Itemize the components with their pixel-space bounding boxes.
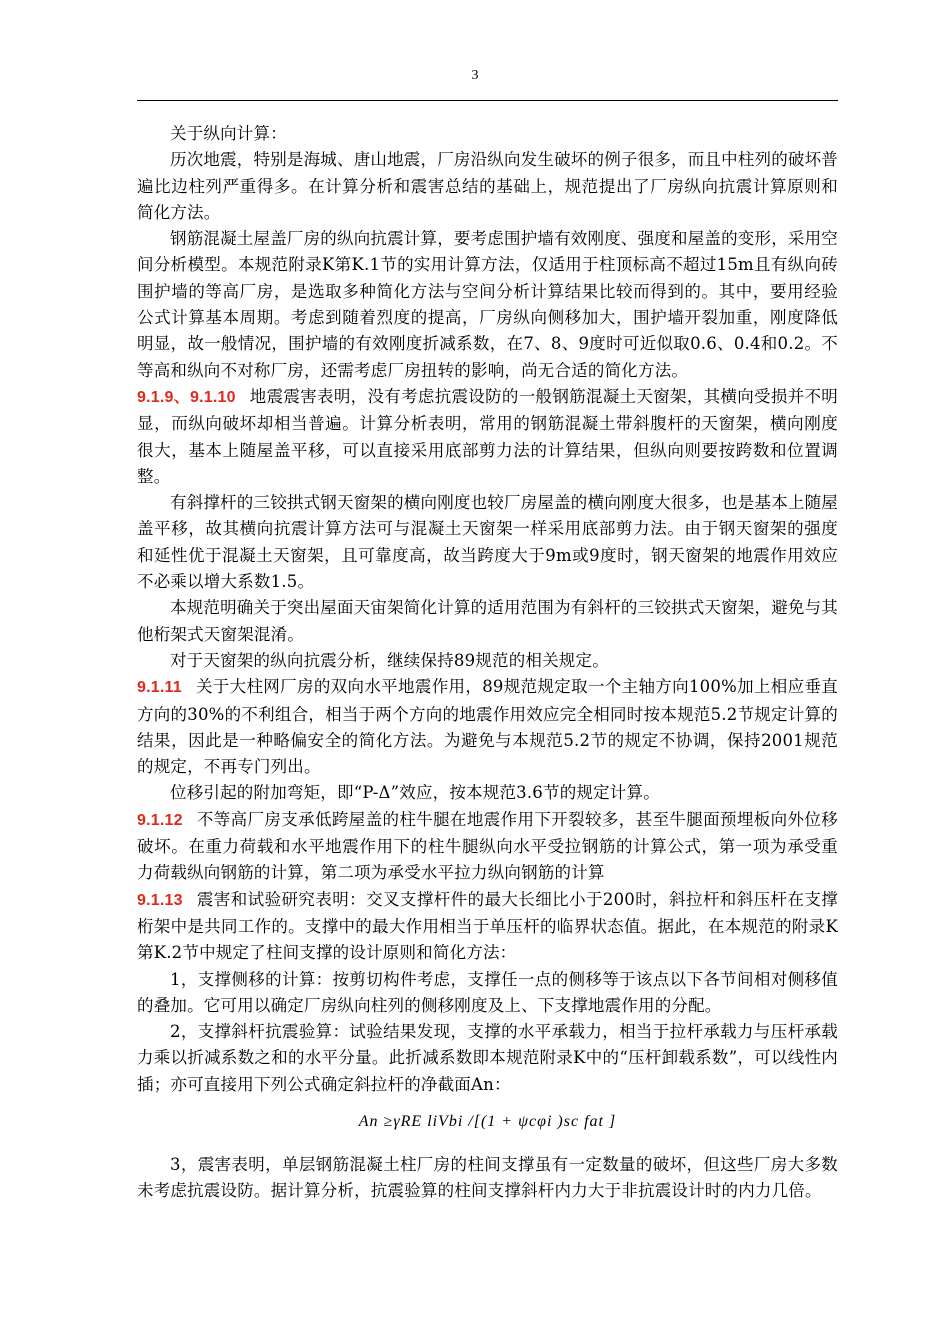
paragraph-text: 不等高厂房支承低跨屋盖的柱牛腿在地震作用下开裂较多，甚至牛腿面预埋板向外位移破坏。在重力荷载和水平地震作用下的柱牛腿纵向水平受拉钢筋的计算公式，第一项为承受重力荷载纵向钢筋的计算，第二项为承受水平拉力纵向钢筋的计算: [137, 809, 838, 883]
document-body: [137, 121, 838, 1205]
paragraph-text: 地震震害表明，没有考虑抗震设防的一般钢筋混凝土天窗架，其横向受损并不明显，而纵向破坏却相当普遍。计算分析表明，常用的钢筋混凝土带斜腹杆的天窗架，横向刚度很大，基本上随屋盖平移，可以直接采用底部剪力法的计算结果，但纵向则要按跨数和位置调整。: [137, 386, 838, 486]
paragraph: 关于纵向计算：: [170, 124, 287, 143]
formula: An ≥γRE liVbi /[(1 + ψcφi )sc fat ]: [358, 1112, 617, 1130]
section-paragraph: [137, 674, 838, 780]
paragraph: 有斜撑杆的三铰拱式钢天窗架的横向刚度也较厂房屋盖的横向刚度大很多，也是基本上随屋盖平移，故其横向抗震计算方法可与混凝土天窗架一样采用底部剪力法。由于钢天窗架的强度和延性优于混凝土天窗架，且可靠度高，故当跨度大于9m或9度时，钢天窗架的地震作用效应不必乘以增大系数1.5。: [137, 493, 838, 592]
section-paragraph: [137, 384, 838, 490]
paragraph: 3，震害表明，单层钢筋混凝土柱厂房的柱间支撑虽有一定数量的破坏，但这些厂房大多数未考虑抗震设防。据计算分析，抗震验算的柱间支撑斜杆内力大于非抗震设计时的内力几倍。: [137, 1154, 838, 1201]
section-paragraph: [137, 887, 838, 967]
section-paragraph: [137, 807, 838, 887]
section-number: 9.1.13: [137, 891, 183, 909]
header-rule: [137, 100, 838, 101]
section-number: 9.1.9、9.1.10: [137, 388, 236, 406]
paragraph: 位移引起的附加弯矩，即“P-Δ”效应，按本规范3.6节的规定计算。: [170, 783, 660, 803]
paragraph: 对于天窗架的纵向抗震分析，继续保持89规范的相关规定。: [170, 650, 609, 670]
paragraph: 本规范明确关于突出屋面天宙架简化计算的适用范围为有斜杆的三铰拱式天窗架，避免与其他桁架式天窗架混淆。: [137, 598, 838, 644]
page-number: 3: [471, 68, 479, 83]
paragraph: 2，支撑斜杆抗震验算：试验结果发现，支撑的水平承载力，相当于拉杆承载力与压杆承载力乘以折减系数之和的水平分量。此折减系数即本规范附录K中的“压杆卸载系数”，可以线性内插；亦可直接用下列公式确定斜拉杆的净截面An：: [137, 1022, 838, 1094]
paragraph-text: 震害和试验研究表明：交叉支撑杆件的最大长细比小于200时，斜拉杆和斜压杆在支撑桁架中是共同工作的。支撑中的最大作用相当于单压杆的临界状态值。据此，在本规范的附录K第K.2节中规定了柱间支撑的设计原则和简化方法：: [137, 889, 838, 963]
paragraph-text: 关于大柱网厂房的双向水平地震作用，89规范规定取一个主轴方向100%加上相应垂直方向的30%的不利组合，相当于两个方向的地震作用效应完全相同时按本规范5.2节规定计算的结果，因此是一种略偏安全的简化方法。为避免与本规范5.2节的规定不协调，保持2001规范的规定，不再专门列出。: [137, 677, 838, 777]
paragraph: 钢筋混凝土屋盖厂房的纵向抗震计算，要考虑围护墙有效刚度、强度和屋盖的变形，采用空间分析模型。本规范附录K第K.1节的实用计算方法，仅适用于柱顶标高不超过15m且有纵向砖围护墙的等高厂房，是选取多种简化方法与空间分析计算结果比较而得到的。其中，要用经验公式计算基本周期。考虑到随着烈度的提高，厂房纵向侧移加大，围护墙开裂加重，刚度降低明显，故一般情况，围护墙的有效刚度折减系数，在7、8、9度时可近似取0.6、0.4和0.2。不等高和纵向不对称厂房，还需考虑厂房扭转的影响，尚无合适的简化方法。: [137, 229, 838, 380]
section-number: 9.1.12: [137, 811, 183, 829]
paragraph: 1，支撑侧移的计算：按剪切构件考虑，支撑任一点的侧移等于该点以下各节间相对侧移值的叠加。它可用以确定厂房纵向柱列的侧移刚度及上、下支撑地震作用的分配。: [137, 969, 838, 1015]
section-number: 9.1.11: [137, 679, 182, 697]
paragraph: 历次地震，特别是海城、唐山地震，厂房沿纵向发生破坏的例子很多，而且中柱列的破坏普遍比边柱列严重得多。在计算分析和震害总结的基础上，规范提出了厂房纵向抗震计算原则和简化方法。: [137, 150, 838, 222]
